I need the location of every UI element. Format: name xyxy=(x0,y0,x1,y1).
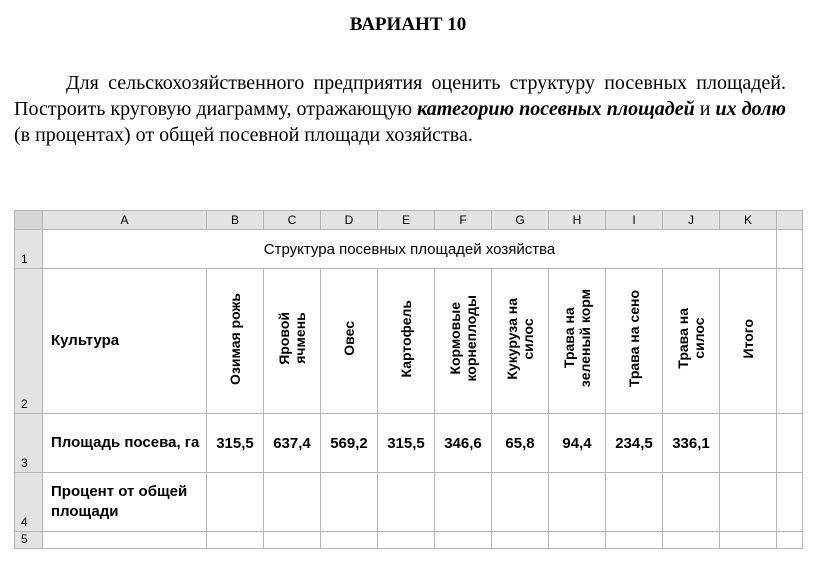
crop-name: Озимая рожь xyxy=(227,292,243,385)
row-header-3[interactable]: 3 xyxy=(15,414,43,473)
percent-cell-d4[interactable] xyxy=(321,473,378,532)
area-cell-e3[interactable]: 315,5 xyxy=(378,414,435,473)
percent-cell-f4[interactable] xyxy=(435,473,492,532)
column-header-i[interactable]: I xyxy=(606,211,663,230)
column-header-f[interactable]: F xyxy=(435,211,492,230)
crop-name: Яровой ячмень xyxy=(276,312,308,365)
cell-k5[interactable] xyxy=(720,532,777,549)
column-header-e[interactable]: E xyxy=(378,211,435,230)
percent-cell-c4[interactable] xyxy=(264,473,321,532)
table-title-cell[interactable]: Структура посевных площадей хозяйства xyxy=(43,230,777,269)
area-cell-b3[interactable]: 315,5 xyxy=(207,414,264,473)
column-header-b[interactable]: B xyxy=(207,211,264,230)
area-cell-i3[interactable]: 234,5 xyxy=(606,414,663,473)
percent-cell-b4[interactable] xyxy=(207,473,264,532)
crop-cell-i2[interactable] xyxy=(606,269,663,414)
variant-title: ВАРИАНТ 10 xyxy=(349,14,467,35)
spreadsheet-grid xyxy=(14,210,803,549)
percent-cell-k4[interactable] xyxy=(720,473,777,532)
task-emphasis-2: их долю xyxy=(715,98,786,120)
crop-name: Картофель xyxy=(398,299,414,378)
column-header-k[interactable]: K xyxy=(720,211,777,230)
crop-cell-c2[interactable] xyxy=(264,269,321,414)
percent-label-cell[interactable]: Процент от общей площади xyxy=(43,473,207,532)
crop-cell-b2[interactable] xyxy=(207,269,264,414)
cell-l3[interactable] xyxy=(777,414,803,473)
area-cell-c3[interactable]: 637,4 xyxy=(264,414,321,473)
cell-l5[interactable] xyxy=(777,532,803,549)
cell-e5[interactable] xyxy=(378,532,435,549)
column-header-h[interactable]: H xyxy=(549,211,606,230)
total-header-cell[interactable] xyxy=(720,269,777,414)
crop-cell-j2[interactable] xyxy=(663,269,720,414)
column-header-g[interactable]: G xyxy=(492,211,549,230)
crop-cell-h2[interactable] xyxy=(549,269,606,414)
task-emphasis-1: категорию посевных площадей xyxy=(417,98,695,120)
column-header-d[interactable]: D xyxy=(321,211,378,230)
cell-l2[interactable] xyxy=(777,269,803,414)
crop-cell-g2[interactable] xyxy=(492,269,549,414)
cell-h5[interactable] xyxy=(549,532,606,549)
crop-name: Кормовые корнеплоды xyxy=(447,295,479,382)
task-text-2: и xyxy=(694,98,716,120)
crop-name: Трава на сено xyxy=(626,289,642,388)
cell-g5[interactable] xyxy=(492,532,549,549)
total-label: Итого xyxy=(740,318,756,359)
crop-label-cell[interactable]: Культура xyxy=(43,269,207,414)
row-header-4[interactable]: 4 xyxy=(15,473,43,532)
area-cell-h3[interactable]: 94,4 xyxy=(549,414,606,473)
total-area-cell[interactable] xyxy=(720,414,777,473)
task-text-3: (в процентах) от общей посевной площади хозяйства. xyxy=(14,124,473,146)
percent-cell-e4[interactable] xyxy=(378,473,435,532)
percent-cell-j4[interactable] xyxy=(663,473,720,532)
crop-cell-d2[interactable] xyxy=(321,269,378,414)
task-text-1: Для сельскохозяйственного предприятия оценить структуру посевных площадей. Построить круговую диаграмму, отражающую xyxy=(14,72,786,120)
column-header-a[interactable]: A xyxy=(43,211,207,230)
cell-b5[interactable] xyxy=(207,532,264,549)
percent-cell-i4[interactable] xyxy=(606,473,663,532)
row-header-2[interactable]: 2 xyxy=(15,269,43,414)
crop-name: Овес xyxy=(341,321,357,356)
crop-cell-e2[interactable] xyxy=(378,269,435,414)
cell-l4[interactable] xyxy=(777,473,803,532)
cell-j5[interactable] xyxy=(663,532,720,549)
area-cell-g3[interactable]: 65,8 xyxy=(492,414,549,473)
spreadsheet xyxy=(14,210,802,546)
cell-l1[interactable] xyxy=(777,230,803,269)
cell-f5[interactable] xyxy=(435,532,492,549)
cell-d5[interactable] xyxy=(321,532,378,549)
select-all-corner[interactable] xyxy=(15,211,43,230)
column-header-c[interactable]: C xyxy=(264,211,321,230)
crop-name: Трава на зеленый корм xyxy=(561,289,593,388)
area-label-cell[interactable]: Площадь посева, га xyxy=(43,414,207,473)
area-cell-j3[interactable]: 336,1 xyxy=(663,414,720,473)
crop-cell-f2[interactable] xyxy=(435,269,492,414)
cell-i5[interactable] xyxy=(606,532,663,549)
task-paragraph xyxy=(14,70,786,148)
crop-name: Кукуруза на силос xyxy=(504,297,536,380)
row-header-1[interactable]: 1 xyxy=(15,230,43,269)
cell-a5[interactable] xyxy=(43,532,207,549)
percent-cell-g4[interactable] xyxy=(492,473,549,532)
area-cell-f3[interactable]: 346,6 xyxy=(435,414,492,473)
column-header-partial[interactable] xyxy=(777,211,803,230)
crop-name: Трава на силос xyxy=(675,308,707,369)
percent-cell-h4[interactable] xyxy=(549,473,606,532)
column-header-j[interactable]: J xyxy=(663,211,720,230)
area-cell-d3[interactable]: 569,2 xyxy=(321,414,378,473)
cell-c5[interactable] xyxy=(264,532,321,549)
row-header-5[interactable]: 5 xyxy=(15,532,43,549)
